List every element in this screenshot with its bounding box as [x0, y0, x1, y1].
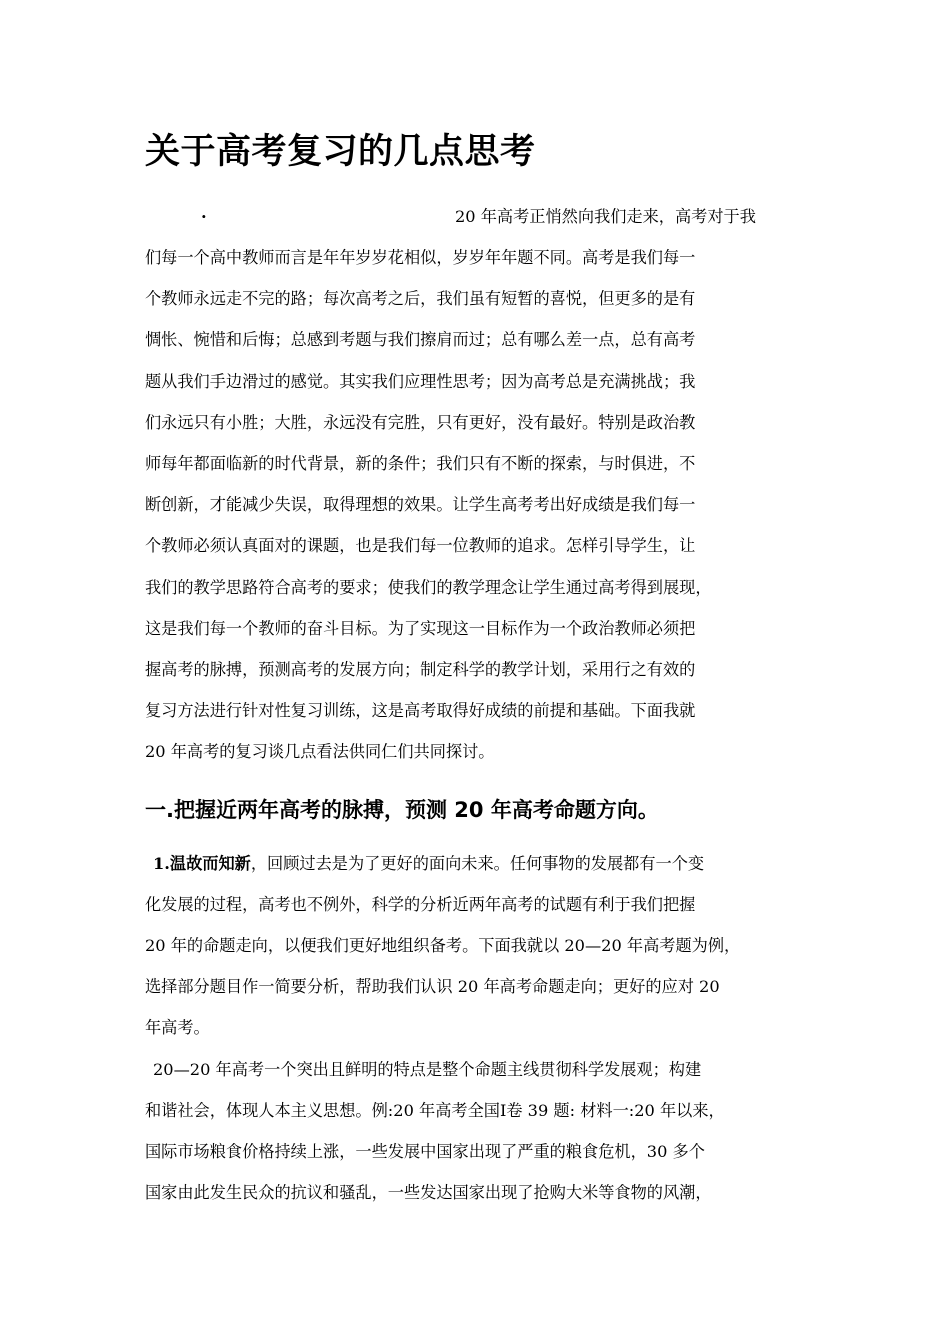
- text-line: [145, 843, 810, 884]
- document-title: 关于高考复习的几点思考: [145, 132, 536, 172]
- intro-paragraph: [145, 237, 810, 773]
- text-line: 个教师必须认真面对的课题，也是我们每一位教师的追求。怎样引导学生，让: [145, 536, 696, 556]
- text-line: 惆怅、惋惜和后悔；总感到考题与我们擦肩而过；总有哪么差一点，总有高考: [145, 330, 696, 350]
- text-line: 年高考。: [145, 1018, 210, 1038]
- text-line: 20 年高考的复习谈几点看法供同仁们共同探讨。: [145, 742, 495, 762]
- text-line: 这是我们每一个教师的奋斗目标。为了实现这一目标作为一个政治教师必须把: [145, 618, 696, 638]
- text-line: 20 年的命题走向，以便我们更好地组织备考。下面我就以 20—20 年高考题为例，: [145, 936, 741, 956]
- section-heading: 一.把握近两年高考的脉搏，预测 20 年高考命题方向。: [145, 797, 659, 822]
- text-line: 20—20 年高考一个突出且鲜明的特点是整个命题主线贯彻科学发展观；构建: [153, 1059, 702, 1079]
- intro-first-line: [145, 196, 810, 237]
- text-line: 和谐社会，体现人本主义思想。例:20 年高考全国Ⅰ卷 39 题: 材料一:20 年以来，: [145, 1100, 725, 1120]
- text-line: 我们的教学思路符合高考的要求；使我们的教学理念让学生通过高考得到展现，: [145, 577, 712, 597]
- text-line: 断创新，才能减少失误，取得理想的效果。让学生高考考出好成绩是我们每一: [145, 495, 696, 515]
- text-line: 国际市场粮食价格持续上涨，一些发展中国家出现了严重的粮食危机，30 多个: [145, 1142, 705, 1162]
- text-line: 们每一个高中教师而言是年年岁岁花相似，岁岁年年题不同。高考是我们每一: [145, 248, 696, 267]
- section-paragraph-2: [145, 1049, 810, 1214]
- text-line: 握高考的脉搏，预测高考的发展方向；制定科学的教学计划，采用行之有效的: [145, 660, 696, 680]
- text-line: 国家由此发生民众的抗议和骚乱，一些发达国家出现了抢购大米等食物的风潮，: [145, 1183, 712, 1203]
- intro-first-text: 20 年高考正悄然向我们走来，高考对于我: [455, 207, 756, 226]
- text-line: 题从我们手边滑过的感觉。其实我们应理性思考；因为高考总是充满挑战；我: [145, 371, 696, 391]
- text-line: 化发展的过程，高考也不例外，科学的分析近两年高考的试题有利于我们把握: [145, 894, 696, 914]
- text-line: 复习方法进行针对性复习训练，这是高考取得好成绩的前提和基础。下面我就: [145, 701, 696, 721]
- intro-dot: .: [201, 203, 207, 222]
- text-line: 个教师永远走不完的路；每次高考之后，我们虽有短暂的喜悦，但更多的是有: [145, 289, 696, 309]
- text-line: 们永远只有小胜；大胜，永远没有完胜，只有更好，没有最好。特别是政治教: [145, 412, 696, 432]
- document-page: [145, 128, 810, 1213]
- sub-first-rest: ，回顾过去是为了更好的面向未来。任何事物的发展都有一个变: [250, 853, 705, 873]
- text-line: 选择部分题目作一简要分析，帮助我们认识 20 年高考命题走向；更好的应对 20: [145, 977, 720, 997]
- section-paragraph-1: [145, 843, 810, 1049]
- sub-label: 1.温故而知新: [153, 853, 251, 873]
- text-line: 师每年都面临新的时代背景，新的条件；我们只有不断的探索，与时俱进，不: [145, 454, 696, 474]
